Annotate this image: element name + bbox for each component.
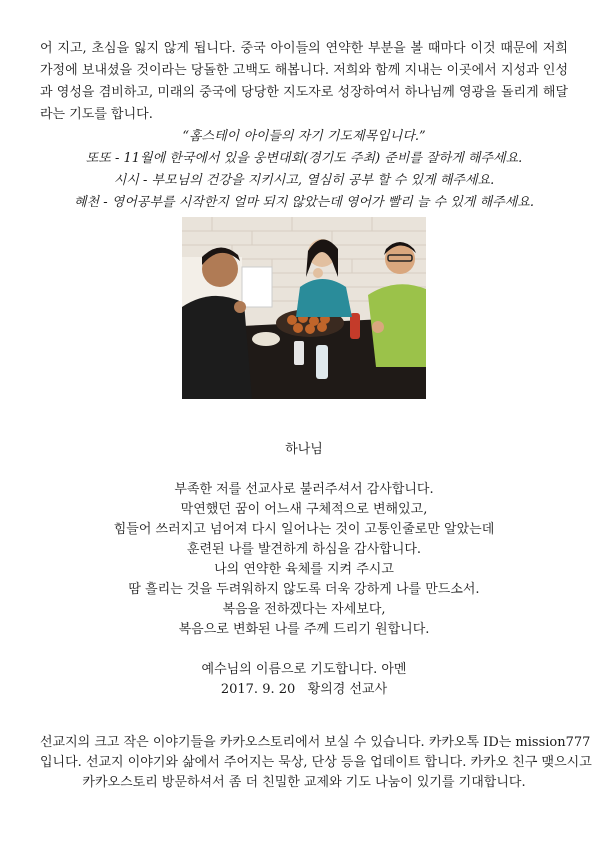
- kakao-footer: [40, 733, 592, 793]
- footer-line: 선교지의 크고 작은 이야기들을 카카오스토리에서 보실 수 있습니다. 카카오톡 ID는 mission777: [40, 735, 591, 750]
- poem-line: 막연했던 꿈이 어느새 구체적으로 변해있고,: [180, 502, 428, 517]
- prayer-poem: [40, 440, 568, 700]
- intro-paragraph: [40, 38, 568, 126]
- intro-text: 어 지고, 초심을 잃지 않게 됩니다. 중국 아이들의 연약한 부분을 볼 때마다 이것 때문에 저희 가정에 보내셨을 것이라는 당돌한 고백도 해봅니다. 저희와 함께 지내는 이곳에서 지성과 인성과 영성을 겸비하고, 미래의 중국에 당당한 지도자로 성장하여서 하나님께 영광을 돌리게 해달라는 기도를 합니다.: [40, 41, 568, 122]
- poem-signature: 2017. 9. 20 황의경 선교사: [220, 682, 388, 697]
- poem-line: 부족한 저를 선교사로 불러주셔서 감사합니다.: [174, 482, 434, 497]
- footer-line: 카카오스토리 방문하셔서 좀 더 친밀한 교제와 기도 나눔이 있기를 기대합니다.: [82, 775, 526, 790]
- footer-line: 입니다. 선교지 이야기와 삶에서 주어지는 묵상, 단상 등을 업데이트 합니다. 카카오 친구 맺으시고: [40, 755, 592, 770]
- prayer-item: 시시 - 부모님의 건강을 지키시고, 열심히 공부 할 수 있게 해주세요.: [113, 173, 495, 188]
- prayer-item: 혜천 - 영어공부를 시작한지 얼마 되지 않았는데 영어가 빨리 늘 수 있게 해주세요.: [74, 195, 534, 210]
- poem-line: 복음을 전하겠다는 자세보다,: [222, 602, 386, 617]
- photo-icon: [182, 217, 426, 399]
- poem-line: 힘들어 쓰러지고 넘어져 다시 일어나는 것이 고통인줄로만 알았는데: [113, 522, 495, 537]
- prayer-topics: [40, 126, 568, 214]
- poem-heading: 하나님: [285, 442, 323, 457]
- prayer-item: 또또 - 11월에 한국에서 있을 웅변대회(경기도 주최) 준비를 잘하게 해주세요.: [85, 151, 523, 166]
- poem-closing: 예수님의 이름으로 기도합니다. 아멘: [201, 662, 407, 677]
- poem-line: 훈련된 나를 발견하게 하심을 감사합니다.: [186, 542, 422, 557]
- poem-line: 나의 연약한 육체를 지켜 주시고: [214, 562, 394, 577]
- prayer-topics-title: “홈스테이 아이들의 자기 기도제목입니다.”: [182, 129, 426, 144]
- homestay-children-photo: [182, 217, 426, 399]
- poem-line: 땀 흘리는 것을 두려워하지 않도록 더욱 강하게 나를 만드소서.: [128, 582, 480, 597]
- poem-line: 복음으로 변화된 나를 주께 드리기 원합니다.: [178, 622, 430, 637]
